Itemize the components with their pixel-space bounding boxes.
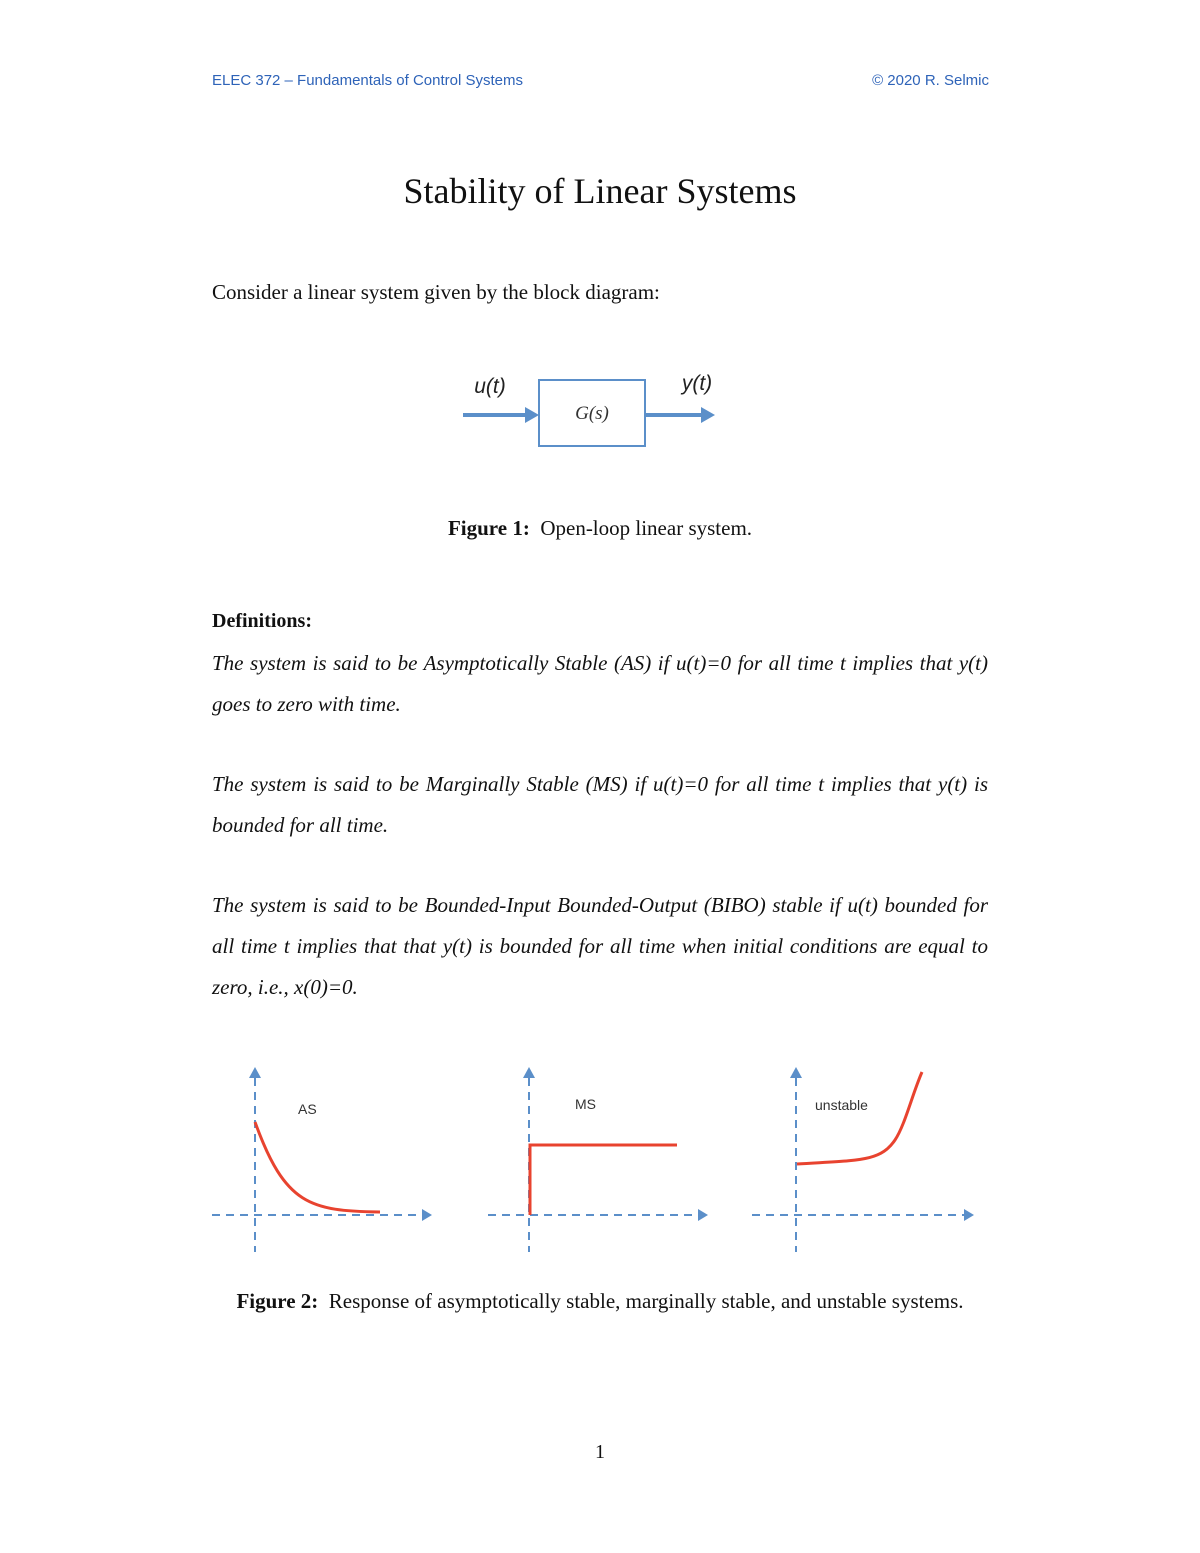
- figure-1-caption: [0, 516, 1200, 541]
- definition-as: The system is said to be Asymptotically Stable (AS) if u(t)=0 for all time t implies that y(t) goes to zero with time.: [212, 651, 988, 716]
- plot-unstable-y-arrowhead: [790, 1067, 802, 1078]
- plot-as-curve: [255, 1122, 380, 1212]
- plot-as-x-arrowhead: [422, 1209, 432, 1221]
- output-arrowhead: [701, 407, 715, 423]
- output-label: y(t): [681, 372, 713, 395]
- definition-ms: The system is said to be Marginally Stable (MS) if u(t)=0 for all time t implies that y(t) is bounded for all time.: [212, 772, 988, 837]
- plot-unstable-x-arrowhead: [964, 1209, 974, 1221]
- figure-2-caption: [220, 1281, 980, 1321]
- plot-as: [212, 1067, 432, 1252]
- plot-ms-x-arrowhead: [698, 1209, 708, 1221]
- figure-2-caption-label: Figure 2:: [236, 1289, 319, 1313]
- block-diagram: [455, 360, 735, 460]
- definitions-heading: Definitions:: [212, 610, 312, 632]
- input-label: u(t): [474, 375, 506, 398]
- plot-unstable-curve: [797, 1072, 922, 1164]
- stability-response-plots: [200, 1060, 990, 1260]
- definition-bibo: The system is said to be Bounded-Input Bounded-Output (BIBO) stable if u(t) bounded for all time t implies that that y(t) is bounded for all time when initial conditions are equal to zero, i.e., x(0)=0.: [212, 893, 988, 999]
- plot-ms: [488, 1067, 708, 1252]
- plot-ms-y-arrowhead: [523, 1067, 535, 1078]
- plot-as-y-arrowhead: [249, 1067, 261, 1078]
- figure-2-caption-text: Response of asymptotically stable, marginally stable, and unstable systems.: [328, 1289, 964, 1313]
- page-number: 1: [595, 1441, 605, 1463]
- figure-1-caption-text: Open-loop linear system.: [540, 516, 753, 540]
- header-copyright: © 2020 R. Selmic: [872, 72, 989, 89]
- figure-1-caption-label: Figure 1:: [447, 516, 530, 540]
- plot-ms-curve: [530, 1145, 677, 1215]
- plot-unstable: [752, 1067, 974, 1252]
- block-label: G(s): [575, 403, 609, 424]
- input-arrowhead: [525, 407, 539, 423]
- header-course-title: ELEC 372 – Fundamentals of Control Systems: [212, 72, 523, 89]
- plot-unstable-label: unstable: [815, 1097, 868, 1113]
- intro-paragraph: Consider a linear system given by the block diagram:: [212, 280, 660, 304]
- plot-ms-label: MS: [575, 1096, 596, 1112]
- plot-as-label: AS: [298, 1101, 317, 1117]
- page-title: Stability of Linear Systems: [403, 171, 797, 211]
